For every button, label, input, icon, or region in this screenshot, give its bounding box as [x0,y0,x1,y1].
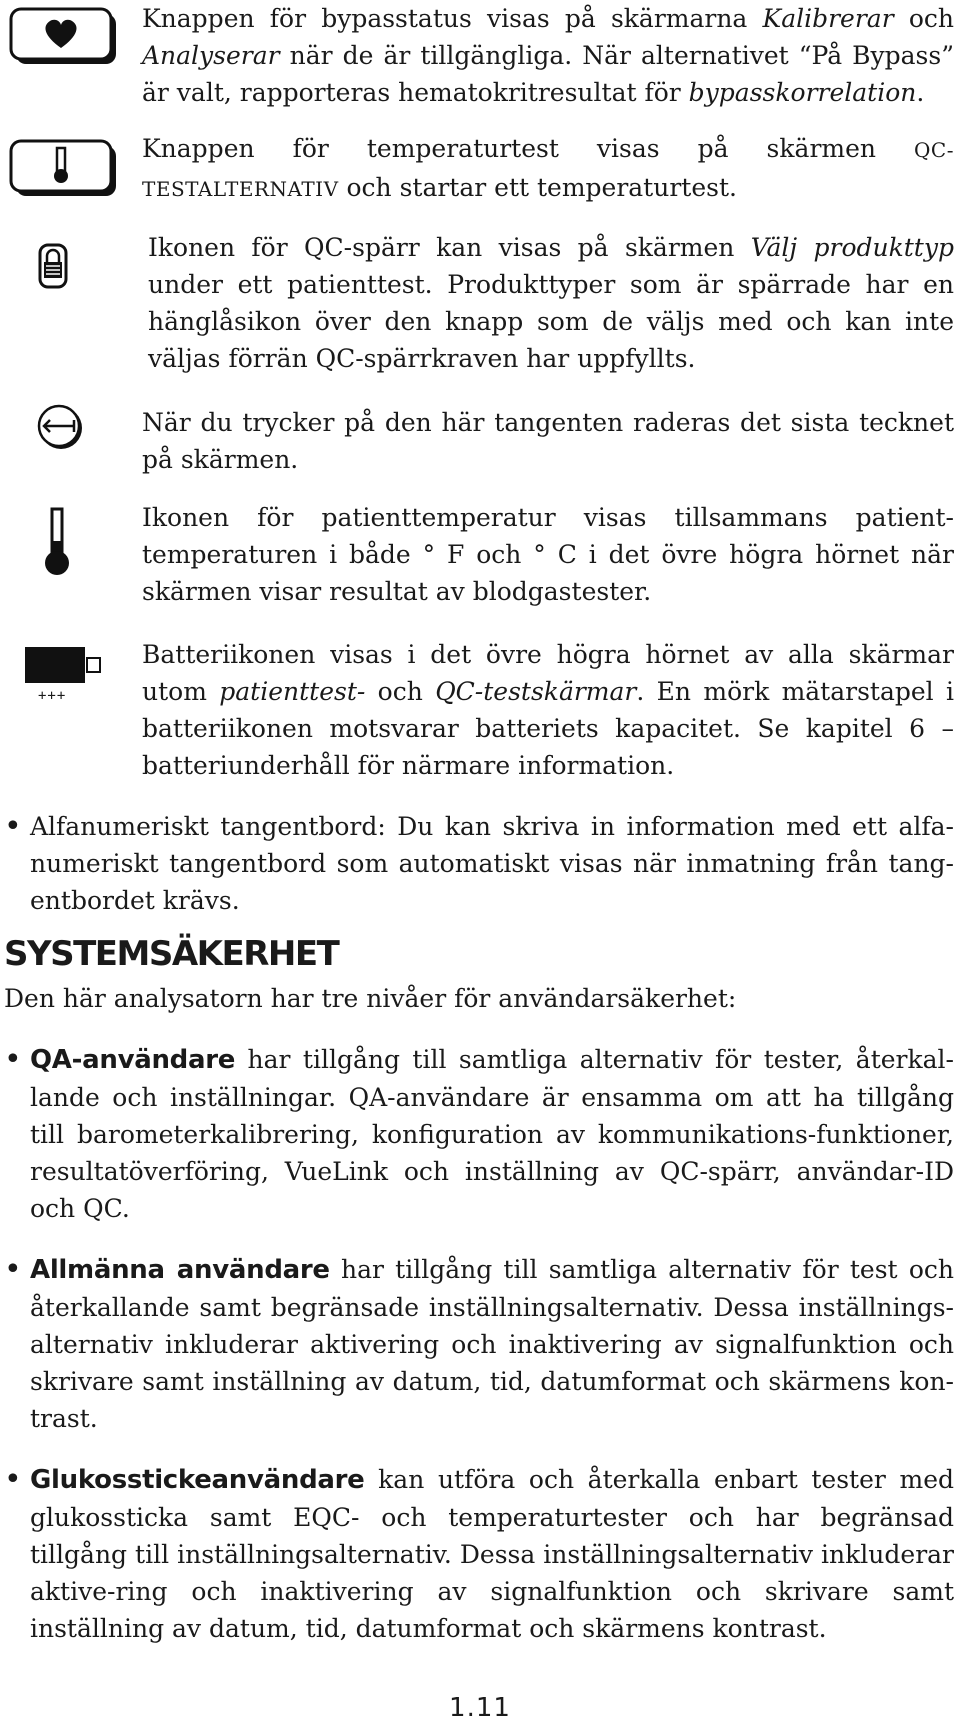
backspace-key-icon [34,404,92,456]
backspace-entry [0,404,960,484]
text-run: Knappen för temperaturtest visas på skärmen [142,134,915,163]
emphasis: Analyserar [142,41,280,70]
text-run: under ett patienttest. Produkttyper som är spärrade har en hänglåsikon över den knapp som de väljs med och kan inte väljas förrän QC-spärrkraven har uppfyllts. [148,270,954,373]
text-run: och startar ett temperaturtest. [338,173,737,202]
bypass-entry [0,0,960,110]
emphasis: patienttest- [219,677,366,706]
bullet-marker: • [4,1042,22,1077]
text-run: Knappen för bypasstatus visas på skärmarna [142,4,763,33]
patient-temperature-description [142,499,954,610]
battery-entry [0,636,960,786]
list-item [0,1041,960,1231]
text-run: När du trycker på den här tangenten raderas det sista tecknet på skärmen. [142,408,954,474]
battery-description [142,636,954,784]
emphasis: QC-testskärmar [435,677,637,706]
section-heading: SYSTEMSÄKERHET [4,934,339,974]
user-level-description [30,1251,954,1437]
thermometer-icon [42,507,72,581]
qc-lock-icon [38,243,68,293]
qc-lock-description [148,229,954,377]
text-run: har tillgång till samtliga alternativ för test och återkallande samt begränsade inställningsalternativ. Dessa inställnings-alternativ inkluderar aktivering och inaktivering av signalfunktion och skrivare samt inställning av datum, tid, datumformat och skärmens kon-trast. [30,1255,954,1433]
text-run: kan utföra och återkalla enbart tester med glukossticka samt EQC- och temperaturtester och har begränsad tillgång till inställningsalternativ. Dessa inställningsalternativ inkluderar aktive-ring och inaktivering av signalfunktion och skrivare samt inställning av datum, tid, datumformat och skärmens kontrast. [30,1465,954,1643]
text-run: och [893,4,954,33]
user-level-term: QA-användare [30,1045,236,1075]
temperature-test-key-icon [8,138,120,204]
bypass-heart-key-icon [8,6,120,72]
page-number: 1.11 [449,1693,511,1723]
bullet-marker: • [4,1462,22,1497]
list-item [0,1461,960,1651]
text-run: Ikonen för patienttemperatur visas tillsammans patient-temperaturen i både ° F och ° C i det övre högra hörnet när skärmen visar resultat av blodgastester. [142,503,954,606]
backspace-description [142,404,954,478]
emphasis: Kalibrerar [762,4,894,33]
list-item [0,1251,960,1441]
keyboard-description: Alfanumeriskt tangentbord: Du kan skriva in information med ett alfa-numeriskt tangentbord som automatiskt visas när inmatning från tang-entbordet krävs. [30,812,954,915]
text-run: Batteriikonen visas i det övre högra hörnet av alla skärmar utom [142,640,954,706]
temperature-test-description [142,130,954,208]
user-level-term: Allmänna användare [30,1255,330,1285]
user-level-description [30,1461,954,1647]
qc-lock-entry [0,229,960,379]
keyboard-bullet [0,808,960,923]
text-run: Ikonen för QC-spärr kan visas på skärmen [148,233,751,262]
user-level-description [30,1041,954,1227]
user-level-term: Glukosstickeanvändare [30,1465,365,1495]
temperature-test-entry [0,130,960,210]
bullet-marker: • [4,1252,22,1287]
emphasis: Välj produkttyp [750,233,954,262]
patient-temperature-entry [0,499,960,614]
bullet-marker: • [4,809,22,844]
text-run: . En mörk mätarstapel i batteriikonen motsvarar batteriets kapacitet. Se kapitel 6 – batteriunderhåll för närmare information. [142,677,954,780]
text-run: och [365,677,436,706]
bypass-description [142,0,954,111]
emphasis: bypasskorrelation [688,78,917,107]
section-intro: Den här analysatorn har tre nivåer för användarsäkerhet: [4,984,737,1013]
text-run: när de är tillgängliga. När alternativet “På Bypass” är valt, rapporteras hematokritresultat för [142,41,954,107]
battery-level-marks: +++ [38,688,67,704]
text-run: har tillgång till samtliga alternativ för tester, återkal-lande och inställningar. QA-användare är ensamma om att ha tillgång till barometerkalibrering, konfiguration av kommunikations-funktioner, resultatöverföring, VueLink och inställning av QC-spärr, användar-ID och QC. [30,1045,954,1223]
screen-name: QC-TESTALTERNATIV [142,138,954,201]
text-run: . [916,78,925,107]
